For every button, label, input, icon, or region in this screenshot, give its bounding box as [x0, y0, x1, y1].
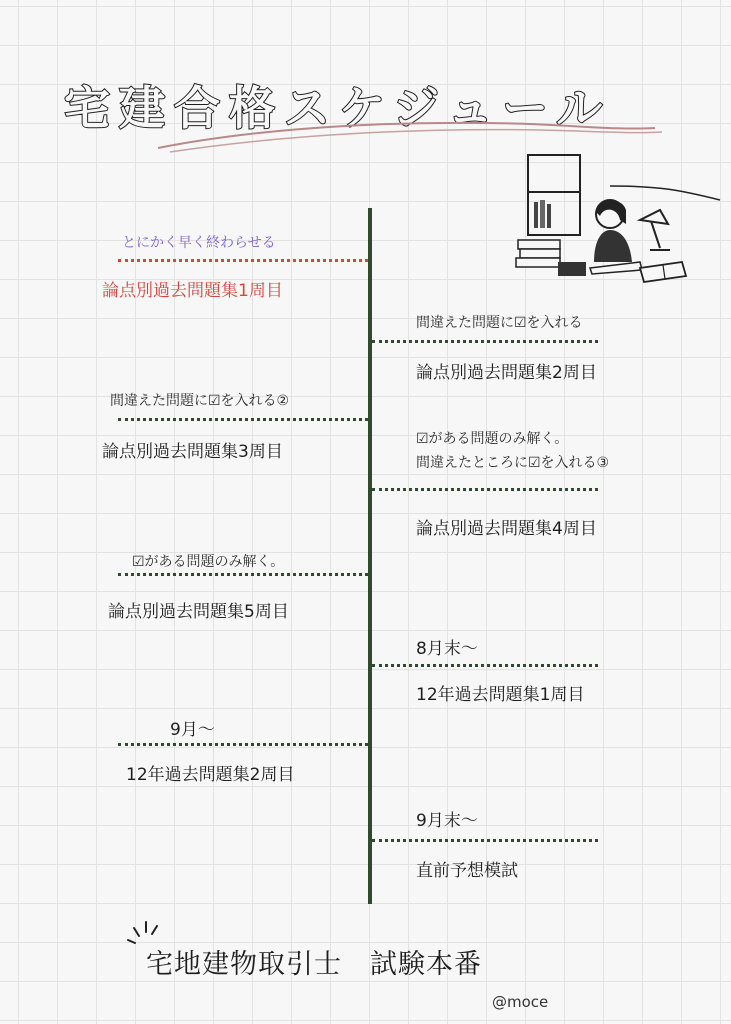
entry-4-note: ☑がある問題のみ解く。: [416, 431, 569, 447]
entry-8-note: 9月末〜: [416, 811, 478, 831]
timeline-line: [368, 208, 372, 904]
entry-4-note-2: 間違えたところに☑を入れる③: [416, 455, 610, 471]
entry-8-dotted-line: [372, 839, 598, 842]
entry-7-dotted-line: [118, 743, 368, 746]
entry-7-note: 9月〜: [170, 720, 215, 740]
entry-2-note: 間違えた問題に☑を入れる: [416, 315, 583, 331]
entry-1-note: とにかく早く終わらせる: [122, 235, 276, 251]
entry-5-dotted-line: [118, 573, 368, 576]
entry-2-dotted-line: [372, 340, 598, 343]
final-exam-label: 宅地建物取引士 試験本番: [146, 949, 482, 980]
studying-person-illustration: [510, 150, 725, 290]
author-credit: @moce: [492, 993, 549, 1011]
entry-6-item: 12年過去問題集1周目: [416, 685, 585, 705]
entry-4-item: 論点別過去問題集4周目: [416, 519, 597, 539]
entry-3-note: 間違えた問題に☑を入れる②: [110, 393, 290, 409]
entry-7-item: 12年過去問題集2周目: [126, 765, 295, 785]
entry-1-dotted-line: [118, 259, 368, 262]
entry-5-item: 論点別過去問題集5周目: [108, 602, 289, 622]
entry-2-item: 論点別過去問題集2周目: [416, 363, 597, 383]
page-title: 宅建合格スケジュール: [64, 81, 612, 135]
entry-3-dotted-line: [118, 418, 368, 421]
entry-8-item: 直前予想模試: [416, 861, 518, 881]
entry-4-dotted-line: [372, 488, 598, 491]
entry-6-dotted-line: [372, 664, 598, 667]
entry-1-item: 論点別過去問題集1周目: [102, 281, 283, 301]
entry-6-note: 8月末〜: [416, 639, 478, 659]
entry-3-item: 論点別過去問題集3周目: [102, 442, 283, 462]
entry-5-note: ☑がある問題のみ解く。: [132, 554, 285, 570]
